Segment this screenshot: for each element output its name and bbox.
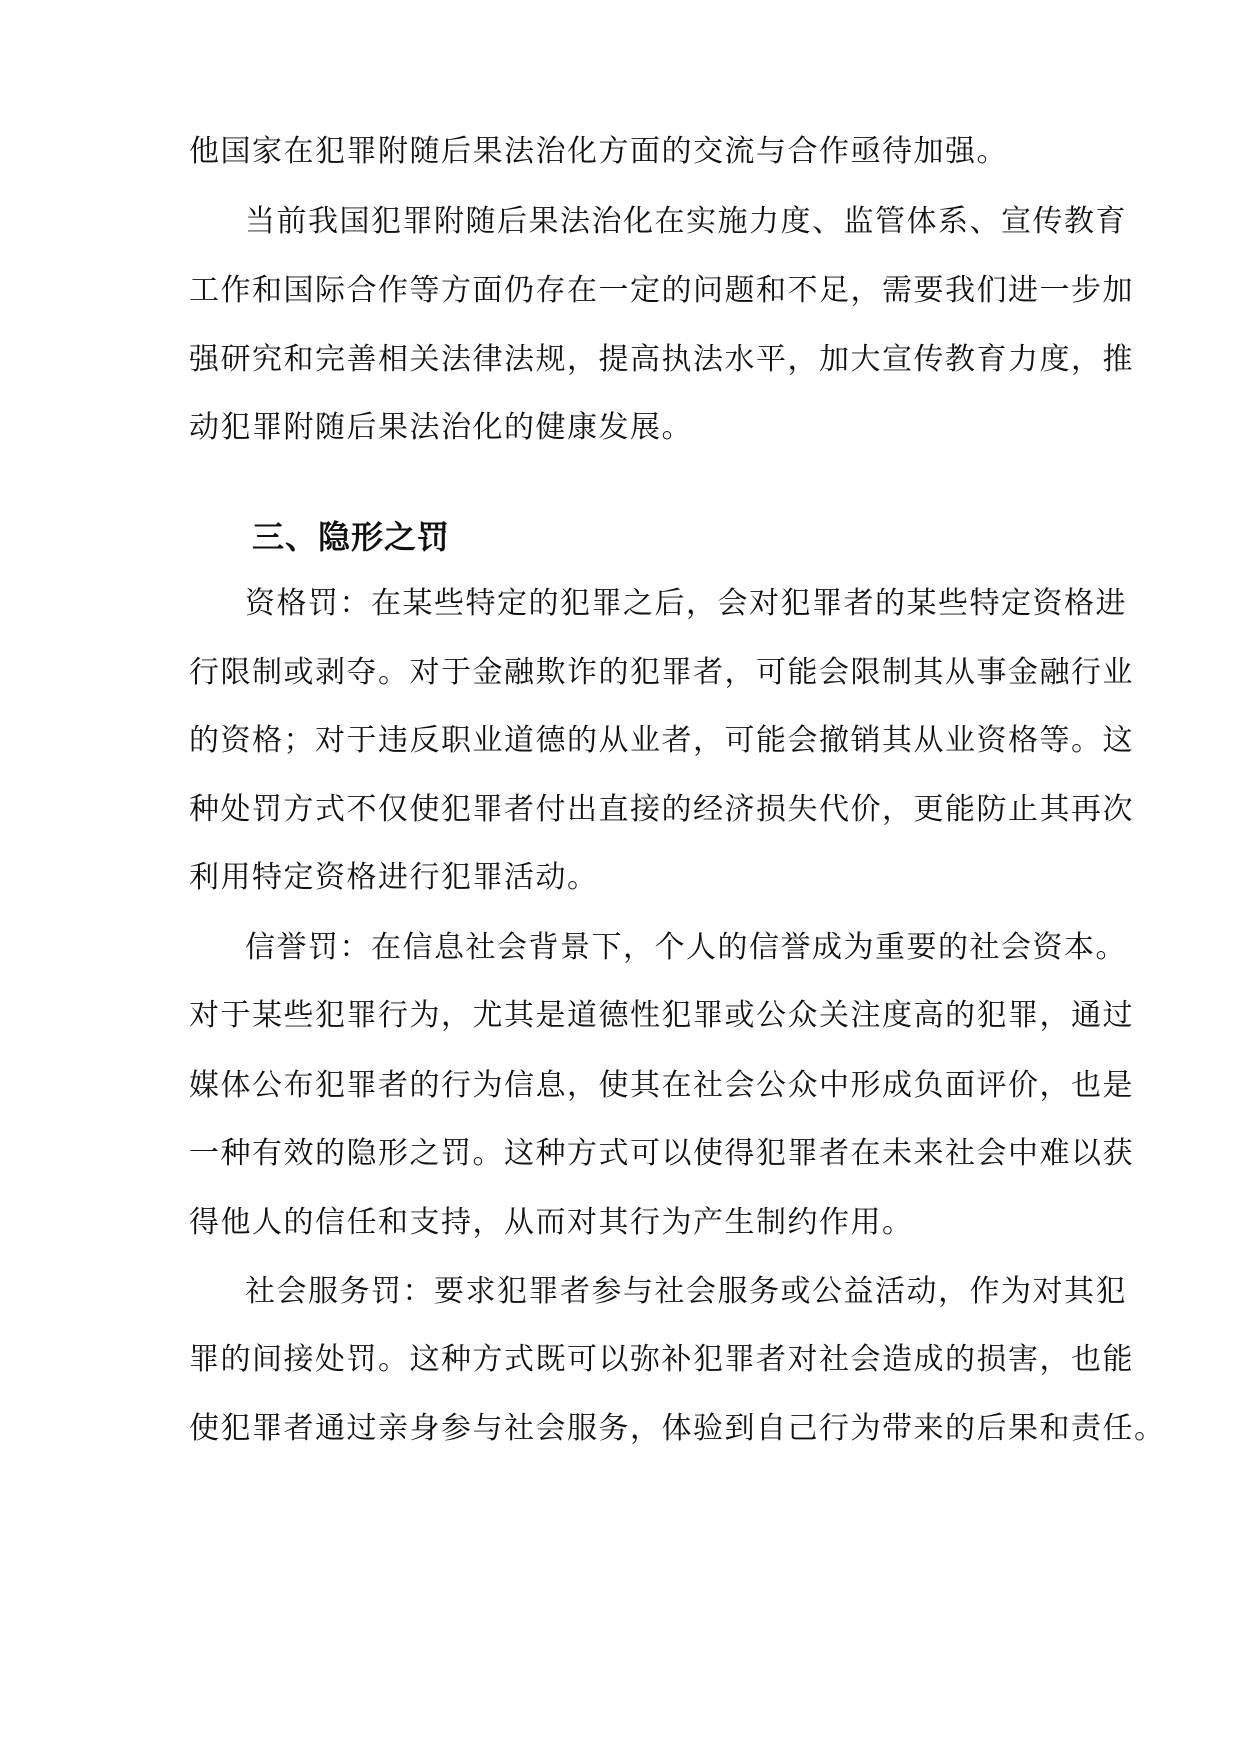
paragraph-line: 利用特定资格进行犯罪活动。 (189, 860, 599, 895)
section-heading: 三、隐形之罚 (252, 518, 451, 556)
paragraph-line: 工作和国际合作等方面仍存在一定的问题和不足，需要我们进一步加 (189, 273, 1134, 308)
paragraph-line: 一种有效的隐形之罚。这种方式可以使得犯罪者在未来社会中难以获 (189, 1136, 1134, 1171)
paragraph-line: 动犯罪附随后果法治化的健康发展。 (189, 410, 693, 445)
paragraph-line: 资格罚：在某些特定的犯罪之后，会对犯罪者的某些特定资格进 (245, 586, 1127, 621)
paragraph-line: 种处罚方式不仅使犯罪者付出直接的经济损失代价，更能防止其再次 (189, 792, 1134, 827)
paragraph-line: 罪的间接处罚。这种方式既可以弥补犯罪者对社会造成的损害，也能 (189, 1342, 1134, 1377)
paragraph-line: 媒体公布犯罪者的行为信息，使其在社会公众中形成负面评价，也是 (189, 1068, 1134, 1103)
paragraph-line: 强研究和完善相关法律法规，提高执法水平，加大宣传教育力度，推 (189, 342, 1134, 377)
paragraph-line: 得他人的信任和支持，从而对其行为产生制约作用。 (189, 1205, 914, 1240)
paragraph-line: 社会服务罚：要求犯罪者参与社会服务或公益活动，作为对其犯 (245, 1274, 1127, 1309)
paragraph-line: 对于某些犯罪行为，尤其是道德性犯罪或公众关注度高的犯罪，通过 (189, 998, 1134, 1033)
paragraph-line: 当前我国犯罪附随后果法治化在实施力度、监管体系、宣传教育 (245, 204, 1127, 239)
paragraph-line: 他国家在犯罪附随后果法治化方面的交流与合作亟待加强。 (189, 134, 1008, 169)
paragraph-line: 使犯罪者通过亲身参与社会服务，体验到自己行为带来的后果和责任。 (189, 1411, 1166, 1446)
paragraph-line: 的资格；对于违反职业道德的从业者，可能会撤销其从业资格等。这 (189, 723, 1134, 758)
paragraph-line: 信誉罚：在信息社会背景下，个人的信誉成为重要的社会资本。 (245, 930, 1127, 965)
paragraph-line: 行限制或剥夺。对于金融欺诈的犯罪者，可能会限制其从事金融行业 (189, 655, 1134, 690)
